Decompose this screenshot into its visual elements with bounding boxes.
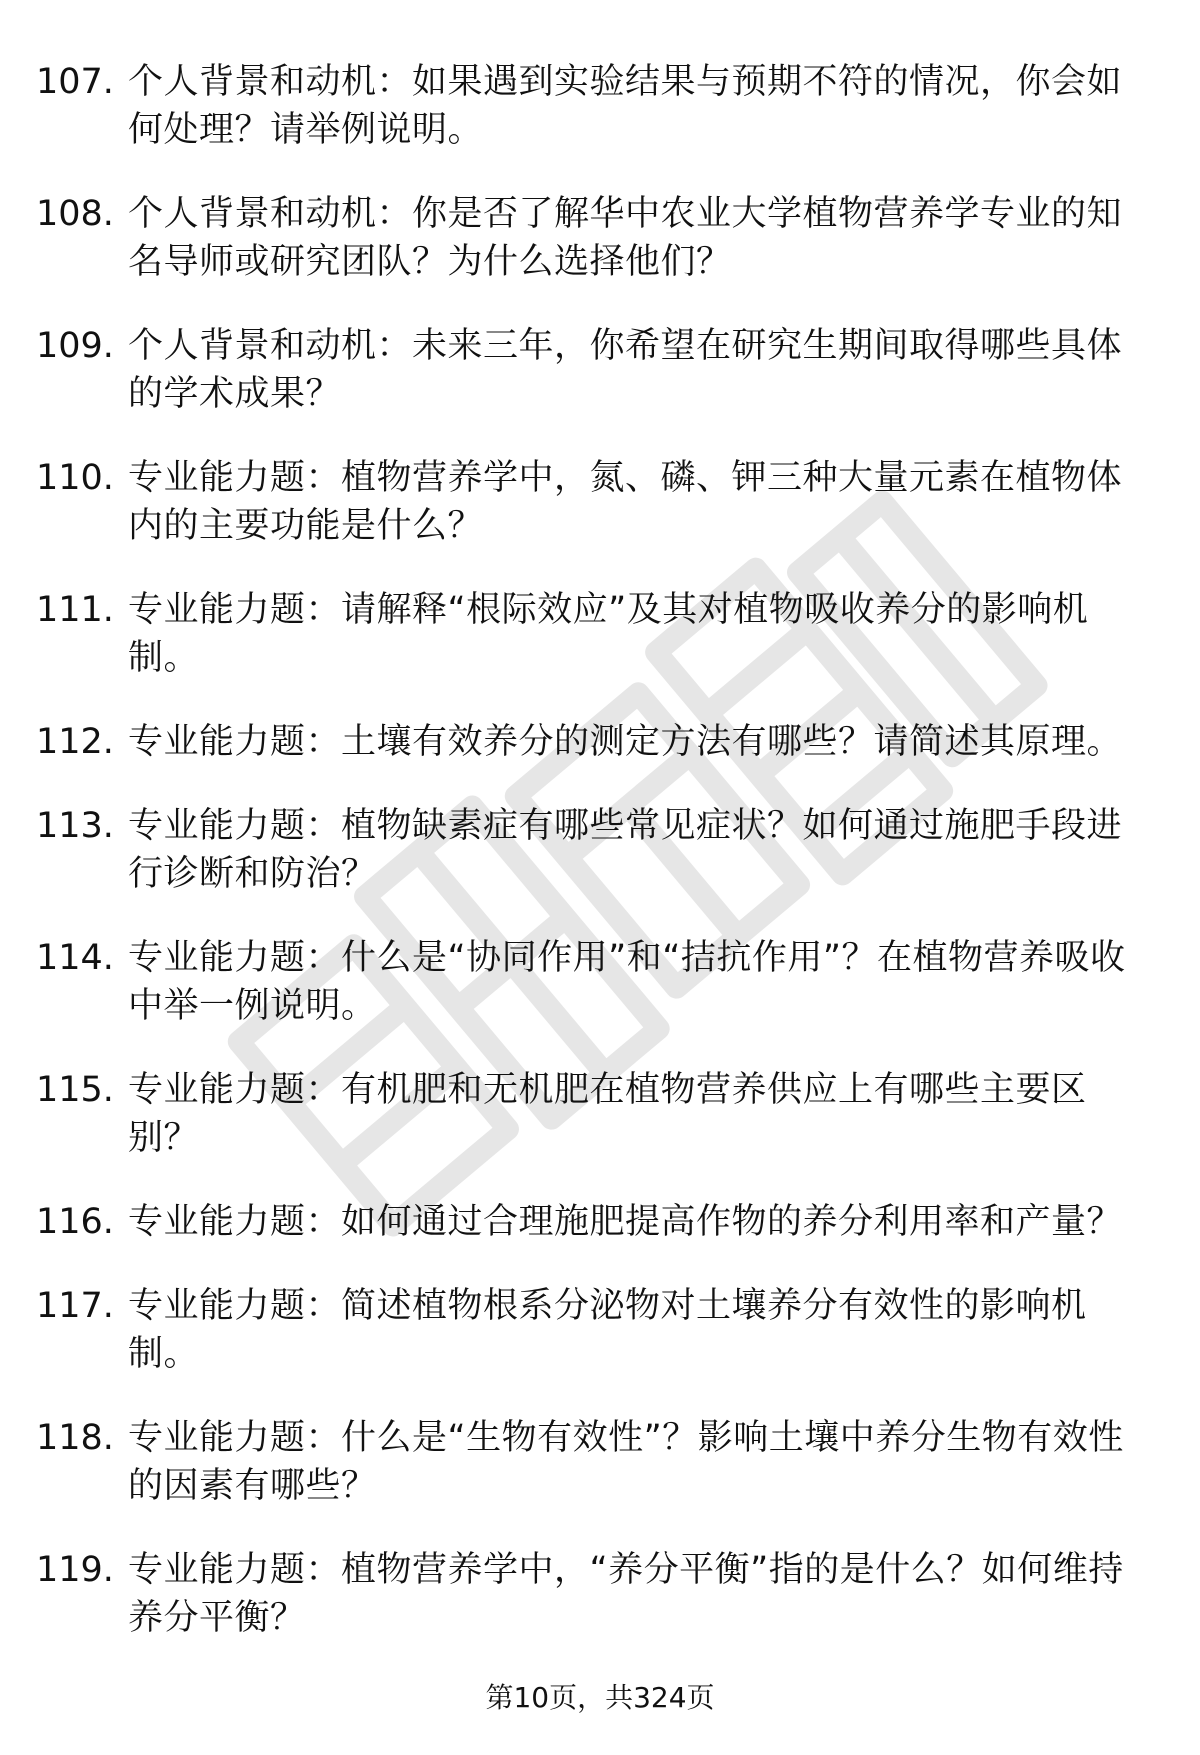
question-number: 115. [36, 1070, 114, 1110]
question-item [36, 1066, 1146, 1162]
question-text: 个人背景和动机：如果遇到实验结果与预期不符的情况，你会如何处理？请举例说明。 [128, 62, 1123, 150]
question-list [36, 58, 1146, 1678]
question-number: 110. [36, 458, 114, 498]
question-text: 专业能力题：简述植物根系分泌物对土壤养分有效性的影响机制。 [128, 1286, 1087, 1374]
question-text: 专业能力题：植物营养学中，氮、磷、钾三种大量元素在植物体内的主要功能是什么？ [128, 458, 1123, 546]
page-number: 第10页，共324页 [485, 1681, 715, 1714]
question-text: 个人背景和动机：未来三年，你希望在研究生期间取得哪些具体的学术成果？ [128, 326, 1123, 414]
question-item [36, 322, 1146, 418]
question-item [36, 190, 1146, 286]
question-number: 113. [36, 806, 114, 846]
question-text: 专业能力题：请解释“根际效应”及其对植物吸收养分的影响机制。 [128, 590, 1089, 678]
question-number: 119. [36, 1550, 114, 1590]
question-item [36, 718, 1146, 766]
question-number: 112. [36, 722, 114, 762]
question-text: 专业能力题：什么是“协同作用”和“拮抗作用”？在植物营养吸收中举一例说明。 [128, 938, 1126, 1026]
question-text: 专业能力题：土壤有效养分的测定方法有哪些？请简述其原理。 [128, 722, 1123, 762]
question-item [36, 934, 1146, 1030]
question-number: 108. [36, 194, 114, 234]
question-item [36, 802, 1146, 898]
question-text: 专业能力题：有机肥和无机肥在植物营养供应上有哪些主要区别？ [128, 1070, 1087, 1158]
question-item [36, 1546, 1146, 1642]
question-text: 专业能力题：植物缺素症有哪些常见症状？如何通过施肥手段进行诊断和防治？ [128, 806, 1123, 894]
question-number: 111. [36, 590, 114, 630]
question-text: 专业能力题：如何通过合理施肥提高作物的养分利用率和产量？ [128, 1202, 1123, 1242]
question-number: 109. [36, 326, 114, 366]
question-item [36, 454, 1146, 550]
question-item [36, 1414, 1146, 1510]
question-item [36, 586, 1146, 682]
question-item [36, 58, 1146, 154]
question-text: 专业能力题：植物营养学中，“养分平衡”指的是什么？如何维持养分平衡？ [128, 1550, 1124, 1638]
question-number: 117. [36, 1286, 114, 1326]
question-text: 个人背景和动机：你是否了解华中农业大学植物营养学专业的知名导师或研究团队？为什么选择他们？ [128, 194, 1123, 282]
question-number: 116. [36, 1202, 114, 1242]
question-number: 118. [36, 1418, 114, 1458]
question-item [36, 1198, 1146, 1246]
question-item [36, 1282, 1146, 1378]
question-number: 107. [36, 62, 114, 102]
question-text: 专业能力题：什么是“生物有效性”？影响土壤中养分生物有效性的因素有哪些？ [128, 1418, 1124, 1506]
question-number: 114. [36, 938, 114, 978]
